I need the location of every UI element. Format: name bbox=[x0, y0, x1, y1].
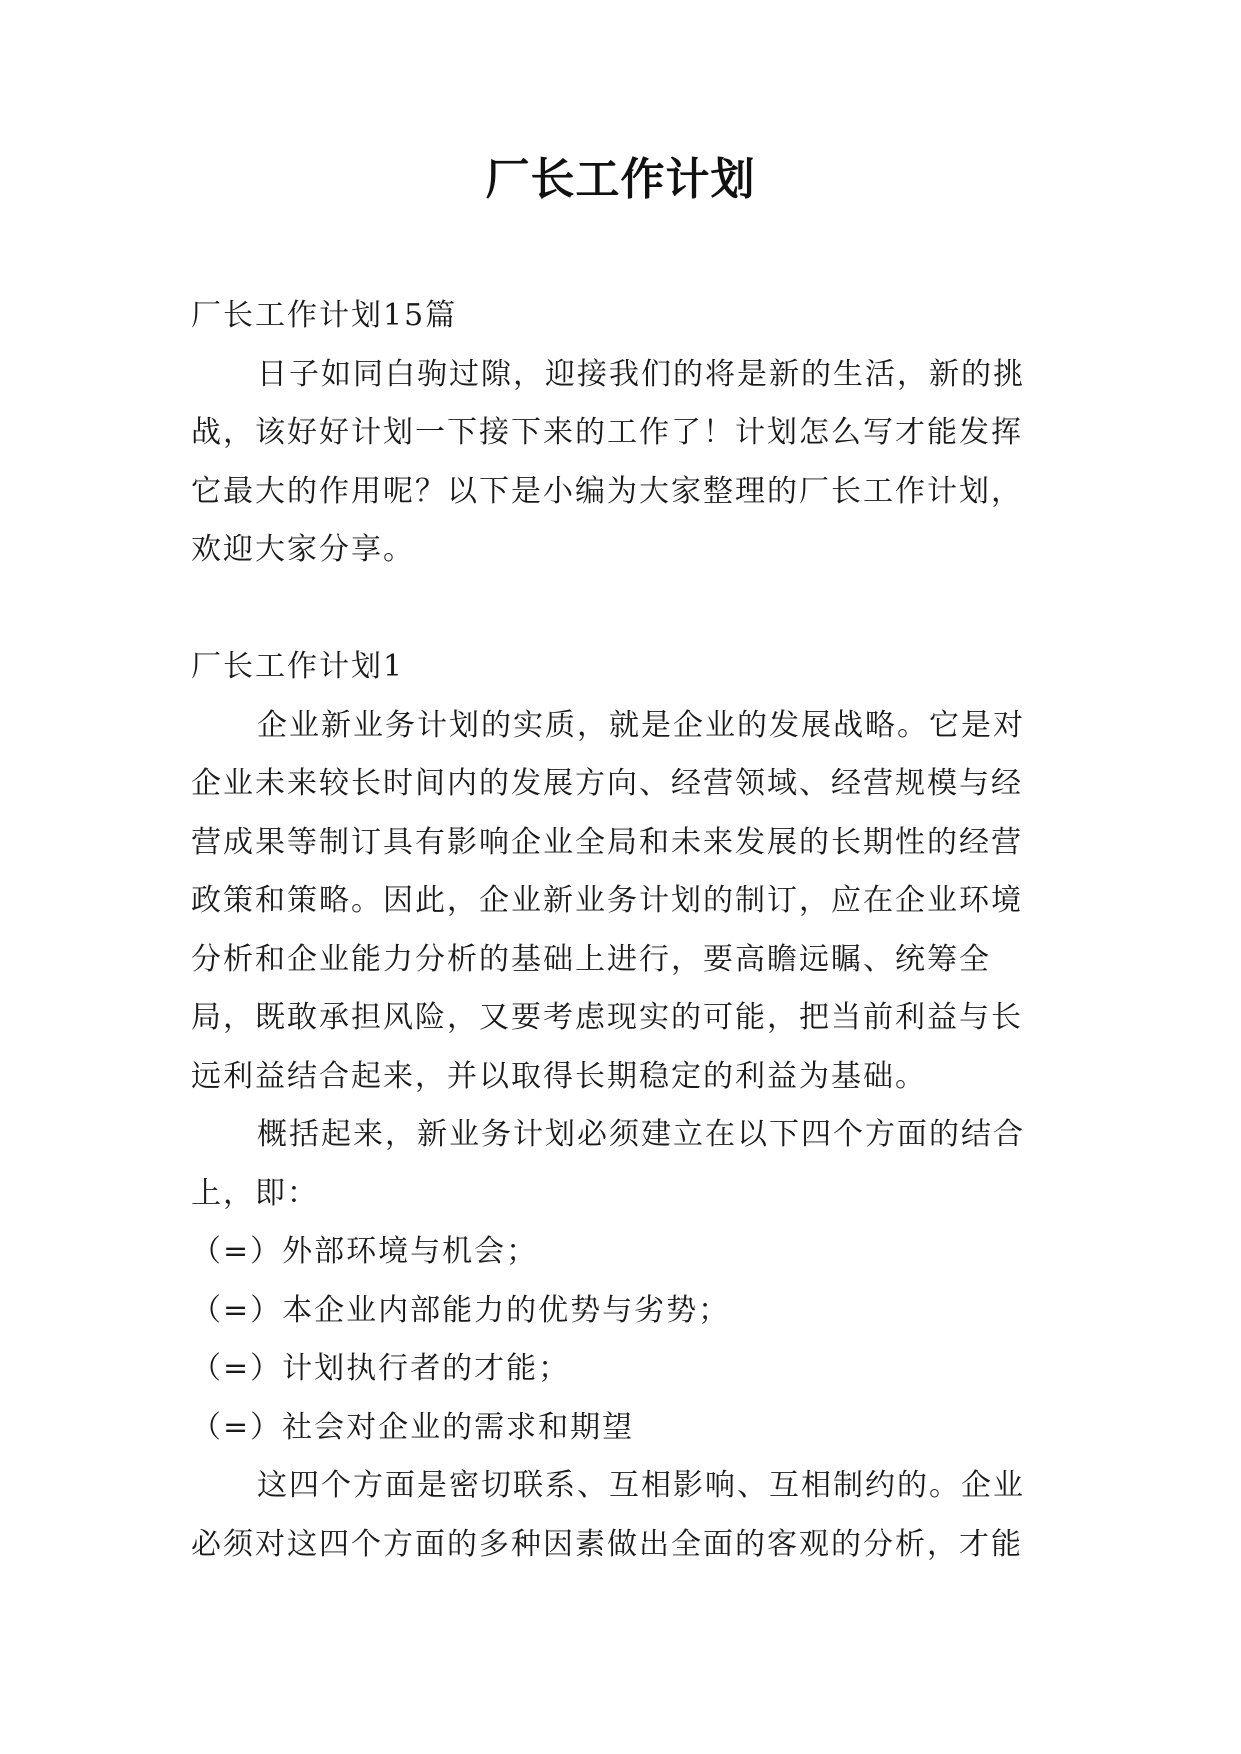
body-paragraph-2: 概括起来，新业务计划必须建立在以下四个方面的结合上，即： bbox=[191, 1117, 1025, 1211]
list-item-1: （=）外部环境与机会； bbox=[191, 1234, 539, 1269]
list-item-3: （=）计划执行者的才能； bbox=[191, 1351, 571, 1386]
document-body bbox=[191, 287, 1053, 1574]
document-title: 厂长工作计划 bbox=[485, 154, 756, 205]
body-paragraph-1: 企业新业务计划的实质，就是企业的发展战略。它是对企业未来较长时间内的发展方向、经营领域、经营规模与经营成果等制订具有影响企业全局和未来发展的长期性的经营政策和策略。因此，企业新业务计划的制订，应在企业环境分析和企业能力分析的基础上进行，要高瞻远瞩、统筹全局，既敢承担风险，又要考虑现实的可能，把当前利益与长远利益结合起来，并以取得长期稳定的利益为基础。 bbox=[191, 707, 1025, 1094]
list-item-4: （=）社会对企业的需求和期望 bbox=[191, 1409, 635, 1445]
body-paragraph-3: 这四个方面是密切联系、互相影响、互相制约的。企业必须对这四个方面的多种因素做出全面的客观的分析，才能 bbox=[191, 1468, 1025, 1562]
document-subtitle: 厂长工作计划15篇 bbox=[191, 298, 458, 333]
section-heading: 厂长工作计划1 bbox=[191, 649, 405, 684]
intro-paragraph: 日子如同白驹过隙，迎接我们的将是新的生活，新的挑战，该好好计划一下接下来的工作了！计划怎么写才能发挥它最大的作用呢？以下是小编为大家整理的厂长工作计划，欢迎大家分享。 bbox=[191, 356, 1025, 567]
paragraph-spacer bbox=[191, 580, 1053, 639]
list-item-2: （=）本企业内部能力的优势与劣势； bbox=[191, 1292, 731, 1328]
